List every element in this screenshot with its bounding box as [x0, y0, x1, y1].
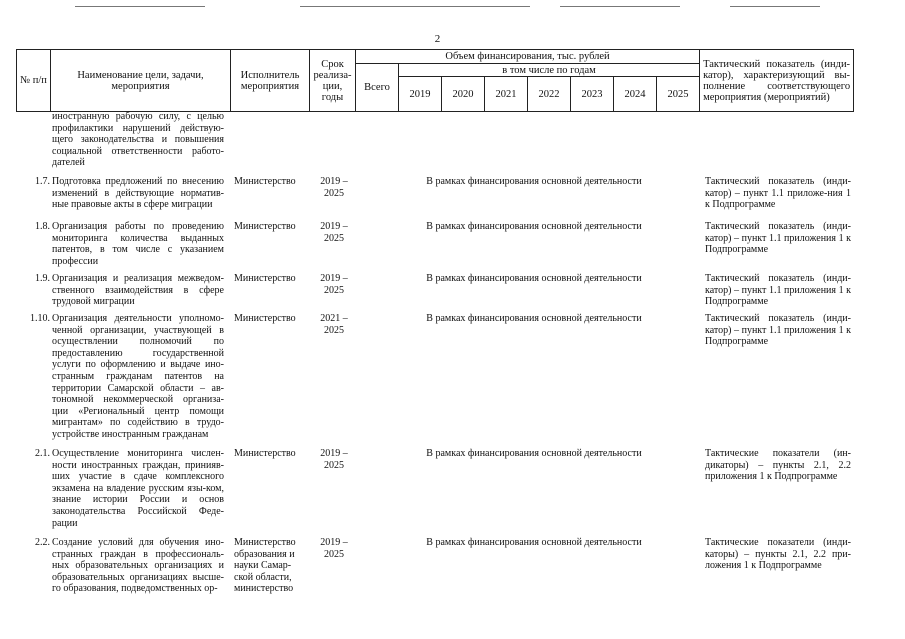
row-name: Создание условий для обучения ино-странных граждан в профессиональ-ных образовательных организациях и образовательных организациях высше-го образования, подведомственных ор- — [52, 537, 224, 595]
header-name: Наименование цели, задачи, мероприятия — [51, 50, 231, 112]
header-year: 2019 — [399, 77, 442, 112]
header-year: 2023 — [571, 77, 614, 112]
table-header — [16, 49, 854, 112]
row-funding: В рамках финансирования основной деятельности — [426, 221, 642, 232]
row-indicator: Тактический показатель (инди-катор) – пункт 1.1 приложе-ния 1 к Подпрограмме — [705, 176, 851, 211]
header-indicator: Тактический показатель (инди-катор), характеризующий вы-полнение соответствующего мероприятия (мероприятий) — [700, 50, 854, 112]
row-indicator: Тактические показатели (инди-каторы) – пункты 2.1, 2.2 при-ложения 1 к Подпрограмме — [705, 537, 851, 572]
row-name: Организация деятельности уполномо-ченной организации, участвующей в осуществлении полномочий по предоставлению государственной услуги по оформлению и выдаче ино-странным гражданам патентов на территории Самарской области – ав-тономной некоммерческой организа-ции «Региональный центр помощи мигрантам» по содействию в трудо-устройстве иностранным гражданам — [52, 313, 224, 440]
row-executor: Министерство — [234, 448, 296, 459]
scan-mark — [560, 6, 680, 7]
row-executor: Министерство — [234, 273, 296, 284]
row-number: 1.7. — [35, 176, 50, 187]
row-indicator: Тактический показатель (инди-катор) – пункт 1.1 приложения 1 к Подпрограмме — [705, 313, 851, 348]
row-funding: В рамках финансирования основной деятельности — [426, 537, 642, 548]
row-indicator: Тактический показатель (инди-катор) – пункт 1.1 приложения 1 к Подпрограмме — [705, 273, 851, 308]
scan-mark — [300, 6, 530, 7]
row-indicator: Тактические показатели (ин-дикаторы) – пункты 2.1, 2.2 приложения 1 к Подпрограмме — [705, 448, 851, 483]
header-year: 2022 — [528, 77, 571, 112]
header-term: Срок реализа-ции, годы — [310, 50, 356, 112]
header-executor: Исполнитель мероприятия — [231, 50, 310, 112]
header-num: № п/п — [17, 50, 51, 112]
row-executor: Министерство образования и науки Самар-ской области, министерство — [234, 537, 296, 595]
table-row — [16, 313, 853, 448]
row-name: иностранную рабочую силу, с целью профилактики нарушений действую-щего законодательства и повышения социальной ответственности работо-дателей — [52, 111, 224, 169]
scan-mark — [730, 6, 820, 7]
header-total: Всего — [356, 64, 399, 112]
row-name: Подготовка предложений по внесению изменений в действующие норматив-ные правовые акты в сфере миграции — [52, 176, 224, 211]
row-indicator: Тактический показатель (инди-катор) – пункт 1.1 приложения 1 к Подпрограмме — [705, 221, 851, 256]
row-name: Организация работы по проведению мониторинга количества выданных патентов, в том числе с указанием профессии — [52, 221, 224, 267]
header-year: 2021 — [485, 77, 528, 112]
row-funding: В рамках финансирования основной деятельности — [426, 176, 642, 187]
row-funding: В рамках финансирования основной деятельности — [426, 313, 642, 324]
row-term: 2019 – 2025 — [320, 273, 348, 296]
header-by-years: в том числе по годам — [399, 64, 700, 77]
row-executor: Министерство — [234, 313, 296, 324]
row-funding: В рамках финансирования основной деятельности — [426, 273, 642, 284]
row-number: 2.1. — [35, 448, 50, 459]
scan-mark — [75, 6, 205, 7]
header-year: 2020 — [442, 77, 485, 112]
table-row — [16, 273, 853, 313]
header-year: 2024 — [614, 77, 657, 112]
table-row — [16, 221, 853, 273]
row-funding: В рамках финансирования основной деятельности — [426, 448, 642, 459]
table-row — [16, 537, 853, 599]
row-term: 2019 – 2025 — [320, 221, 348, 244]
row-term: 2019 – 2025 — [320, 176, 348, 199]
row-number: 1.10. — [30, 313, 50, 324]
row-name: Осуществление мониторинга числен-ности иностранных граждан, принияв-ших участие в сдаче комплексного экзамена на владение русским язы-ком, знание истории России и основ законодательства Российской Феде-рации — [52, 448, 224, 529]
row-term: 2019 – 2025 — [320, 537, 348, 560]
header-year: 2025 — [657, 77, 700, 112]
header-funding: Объем финансирования, тыс. рублей — [356, 50, 700, 64]
table-row — [16, 448, 853, 537]
row-term: 2019 – 2025 — [320, 448, 348, 471]
row-number: 2.2. — [35, 537, 50, 548]
row-number: 1.9. — [35, 273, 50, 284]
row-term: 2021 – 2025 — [320, 313, 348, 336]
row-number: 1.8. — [35, 221, 50, 232]
row-name: Организация и реализация межведом-ственного взаимодействия в сфере трудовой миграции — [52, 273, 224, 308]
table-row — [16, 111, 853, 176]
table-row — [16, 176, 853, 221]
page-number: 2 — [434, 33, 441, 45]
table-body — [16, 111, 853, 599]
row-executor: Министерство — [234, 221, 296, 232]
row-executor: Министерство — [234, 176, 296, 187]
